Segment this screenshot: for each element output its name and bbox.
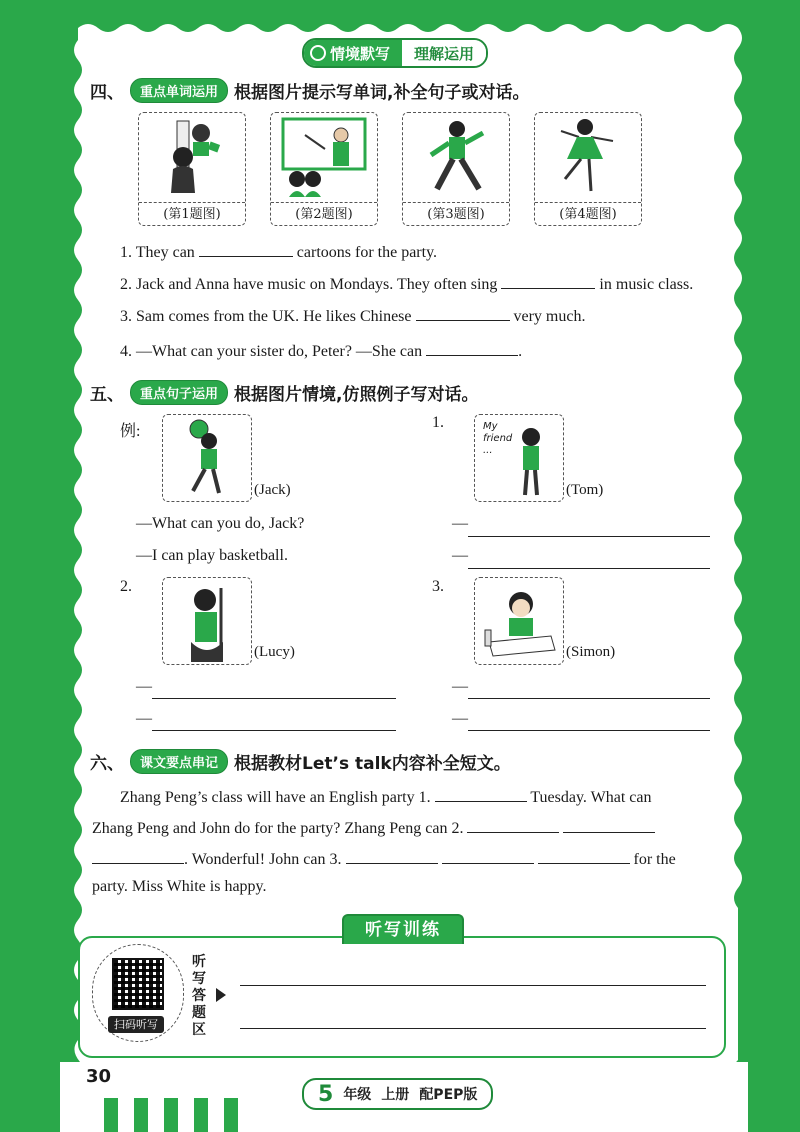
- passage-blank-2c[interactable]: [92, 847, 184, 864]
- scan-dictation-label: 扫码听写: [108, 1016, 164, 1033]
- item-1-dash-2: —: [452, 547, 468, 564]
- item-2-picture: [162, 577, 252, 665]
- passage-line-2: Zhang Peng and John do for the party? Zhang Peng can 2.: [92, 816, 655, 838]
- question-3: 3. Sam comes from the UK. He likes Chinese very much.: [120, 304, 585, 326]
- header-right-label: 理解运用: [402, 40, 486, 66]
- term-text: 上册: [381, 1087, 410, 1103]
- dictation-answer-line-1[interactable]: [240, 984, 706, 986]
- item-3-dash-2: —: [452, 710, 468, 727]
- item-2-answer-line-1[interactable]: [152, 697, 396, 699]
- section-5-tag: 重点句子运用: [130, 380, 228, 405]
- item-2-dash-2: —: [136, 710, 152, 727]
- edition-text: 配PEP版: [419, 1087, 478, 1103]
- passage-blank-2a[interactable]: [467, 816, 559, 833]
- passage-blank-3b[interactable]: [442, 847, 534, 864]
- item-3-answer-line-1[interactable]: [468, 697, 710, 699]
- section-5-title: [90, 380, 478, 405]
- teacher-blackboard-illustration: [271, 113, 377, 197]
- section-5-number: 五、: [90, 385, 124, 405]
- section-5-instruction: 根据图片情境,仿照例子写对话。: [234, 385, 479, 405]
- grade-number: 5: [318, 1081, 334, 1107]
- passage-blank-3c[interactable]: [538, 847, 630, 864]
- passage-line-1: Zhang Peng’s class will have an English party 1. Tuesday. What can: [120, 785, 652, 807]
- section-header-badge: [302, 38, 488, 68]
- section-4-instruction: 根据图片提示写单词,补全句子或对话。: [234, 83, 530, 103]
- item-2-name: (Lucy): [254, 644, 295, 660]
- passage-blank-2b[interactable]: [563, 816, 655, 833]
- example-label: 例:: [120, 423, 141, 440]
- item-2-number: 2.: [120, 578, 132, 595]
- speech-bubble-text: My friend ...: [483, 421, 513, 456]
- answer-blank-3[interactable]: [416, 304, 510, 321]
- item-1-name: (Tom): [566, 482, 604, 498]
- picture-1: [138, 112, 246, 226]
- item-1-dash-1: —: [452, 515, 468, 532]
- item-1-answer-line-2[interactable]: [468, 567, 710, 569]
- section-6-tag: 课文要点串记: [130, 749, 228, 774]
- boy-writing-illustration: [475, 578, 563, 664]
- qr-code-icon[interactable]: [112, 958, 164, 1010]
- page-number: 30: [86, 1066, 112, 1087]
- dictation-area-label: 听写答题区: [192, 954, 206, 1038]
- basketball-boy-illustration: [163, 415, 251, 501]
- item-3-dash-1: —: [452, 678, 468, 695]
- question-4: 4. —What can your sister do, Peter? —She can .: [120, 339, 522, 361]
- section-4-title: [90, 78, 529, 103]
- section-4-tag: 重点单词运用: [130, 78, 228, 103]
- picture-4: [534, 112, 642, 226]
- picture-1-caption: (第1题图): [139, 202, 245, 222]
- question-2: 2. Jack and Anna have music on Mondays. They often sing in music class.: [120, 272, 693, 294]
- dancing-girl-illustration: [535, 113, 641, 197]
- example-question: —What can you do, Jack?: [136, 515, 305, 532]
- section-4-number: 四、: [90, 83, 124, 103]
- item-1-answer-line-1[interactable]: [468, 535, 710, 537]
- passage-line-4: party. Miss White is happy.: [92, 878, 267, 895]
- section-6-title: [90, 749, 511, 774]
- grade-text: 年级: [343, 1087, 372, 1103]
- example-picture: [162, 414, 252, 502]
- example-answer: —I can play basketball.: [136, 547, 288, 564]
- item-3-picture: [474, 577, 564, 665]
- passage-line-3: . Wonderful! John can 3. for the: [92, 847, 676, 869]
- passage-blank-1[interactable]: [435, 785, 527, 802]
- answer-blank-1[interactable]: [199, 240, 293, 257]
- item-2-dash-1: —: [136, 678, 152, 695]
- item-3-number: 3.: [432, 578, 444, 595]
- dictation-answer-line-2[interactable]: [240, 1027, 706, 1029]
- picture-2: [270, 112, 378, 226]
- item-3-answer-line-2[interactable]: [468, 729, 710, 731]
- triangle-arrow-icon: [216, 988, 226, 1002]
- picture-3: [402, 112, 510, 226]
- picture-4-caption: (第4题图): [535, 202, 641, 222]
- girl-drawing-illustration: [139, 113, 245, 197]
- passage-blank-3a[interactable]: [346, 847, 438, 864]
- grade-badge: [302, 1078, 493, 1110]
- answer-blank-2[interactable]: [501, 272, 595, 289]
- kungfu-boy-illustration: [403, 113, 509, 197]
- picture-3-caption: (第3题图): [403, 202, 509, 222]
- decorative-stripes: [104, 1098, 238, 1132]
- item-3-name: (Simon): [566, 644, 616, 660]
- dictation-title: 听写训练: [342, 914, 464, 944]
- section-6-number: 六、: [90, 754, 124, 774]
- picture-2-caption: (第2题图): [271, 202, 377, 222]
- example-name: (Jack): [254, 482, 291, 498]
- girl-violin-illustration: [163, 578, 251, 664]
- header-left-label: 情境默写: [330, 44, 391, 63]
- item-2-answer-line-2[interactable]: [152, 729, 396, 731]
- question-1: 1. They can cartoons for the party.: [120, 240, 437, 262]
- section-6-instruction: 根据教材Let’s talk内容补全短文。: [234, 754, 511, 774]
- clock-icon: [310, 45, 326, 61]
- answer-blank-4[interactable]: [426, 339, 518, 356]
- item-1-picture: [474, 414, 564, 502]
- item-1-number: 1.: [432, 414, 444, 431]
